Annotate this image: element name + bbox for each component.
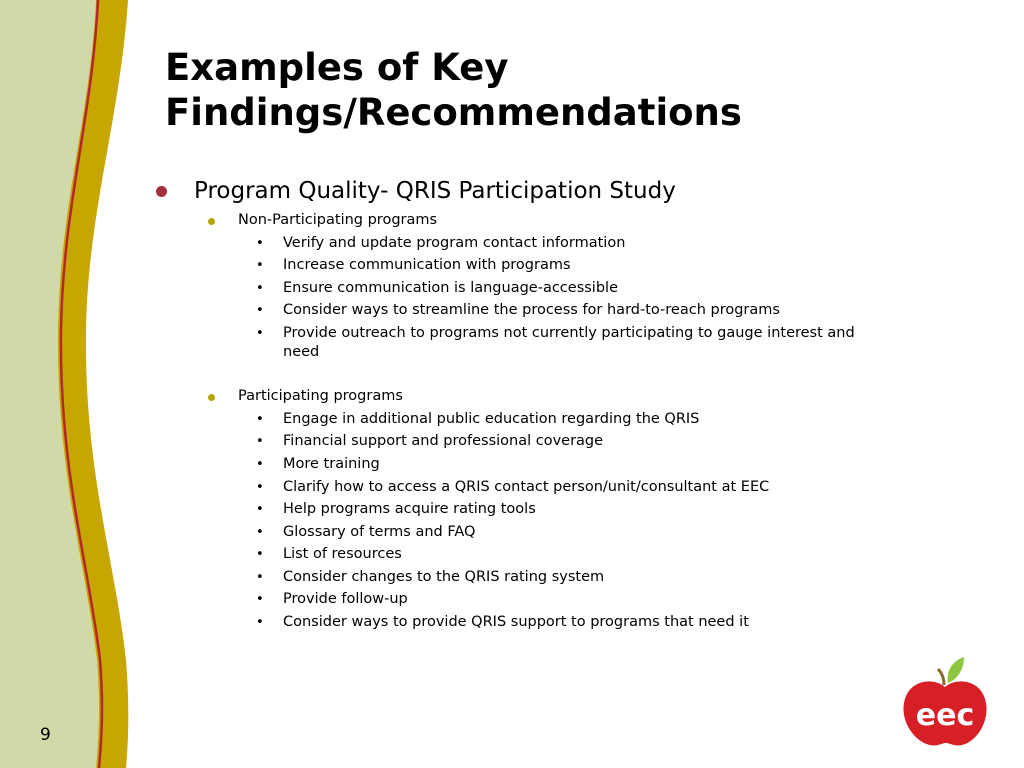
list-item: Engage in additional public education regarding the QRIS [283, 411, 700, 427]
eec-logo [898, 655, 993, 750]
sidebar-decoration [0, 0, 140, 768]
list-item: Consider ways to streamline the process for hard-to-reach programs [283, 302, 780, 318]
item-bullet: • [256, 547, 264, 562]
list-item: Glossary of terms and FAQ [283, 524, 476, 540]
list-item: Provide follow-up [283, 591, 408, 607]
logo-stem-icon [938, 669, 944, 685]
item-bullet: • [256, 502, 264, 517]
list-item: List of resources [283, 546, 402, 562]
item-bullet: • [256, 303, 264, 318]
main-bullet-dot [156, 186, 167, 197]
page-number: 9 [40, 725, 51, 745]
list-item: Ensure communication is language-accessible [283, 280, 618, 296]
item-bullet: • [256, 412, 264, 427]
item-bullet: • [256, 236, 264, 251]
item-bullet: • [256, 457, 264, 472]
item-bullet: • [256, 258, 264, 273]
item-bullet: • [256, 434, 264, 449]
sub-bullet-dot [208, 394, 215, 401]
title-line-2: Findings/Recommendations [165, 91, 742, 134]
item-bullet: • [256, 326, 264, 341]
item-bullet: • [256, 615, 264, 630]
logo-text: eec [915, 698, 975, 733]
item-bullet: • [256, 592, 264, 607]
item-bullet: • [256, 281, 264, 296]
slide-title [165, 45, 965, 135]
sub-bullet-dot [208, 218, 215, 225]
list-item: Increase communication with programs [283, 257, 571, 273]
list-item: Provide outreach to programs not currently participating to gauge interest and need [283, 325, 855, 360]
list-item: Financial support and professional coverage [283, 433, 604, 449]
list-item: More training [283, 456, 380, 472]
main-bullet-text: Program Quality- QRIS Participation Study [194, 178, 676, 204]
item-bullet: • [256, 525, 264, 540]
item-bullet: • [256, 570, 264, 585]
title-line-1: Examples of Key [165, 46, 509, 89]
list-item: Help programs acquire rating tools [283, 501, 536, 517]
list-item: Consider changes to the QRIS rating system [283, 569, 605, 585]
group-heading-non-participating: Non-Participating programs [238, 212, 438, 228]
list-item: Clarify how to access a QRIS contact person/unit/consultant at EEC [283, 479, 770, 495]
logo-leaf-icon [948, 657, 964, 683]
list-item: Verify and update program contact information [283, 235, 626, 251]
list-item: Consider ways to provide QRIS support to programs that need it [283, 614, 749, 630]
item-bullet: • [256, 480, 264, 495]
group-heading-participating: Participating programs [238, 388, 403, 404]
